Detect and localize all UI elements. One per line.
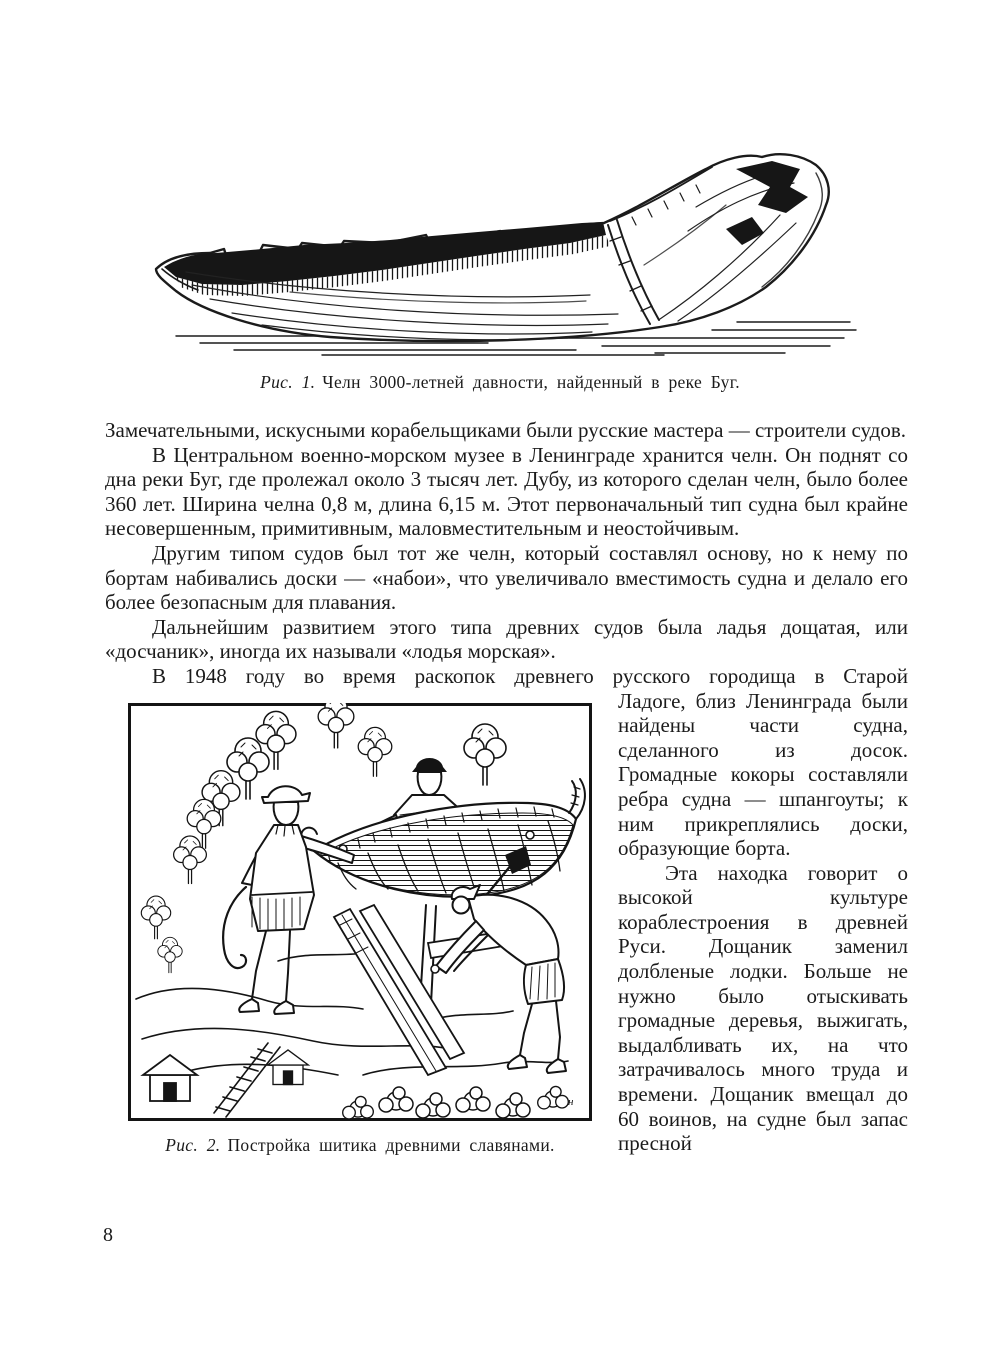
paragraph-5-lead: В 1948 году во время раскопок древнего русского городища в Старой <box>152 663 908 688</box>
figure2 <box>128 703 592 1266</box>
fig2-woodcut-illustration <box>128 703 592 1121</box>
paragraph-6: Эта находка говорит о высокой культуре кораблестроения в древней Руси. Дощаник заменил долбленые лодки. Больше не нужно было отыскивать громадные деревья, выжигать, выдалбливать их, на что затрачивалось много труда и времени. Дощаник вмещал до 60 воинов, на судне был запас пресной <box>618 860 908 1156</box>
fig2-caption-text: Постройка шитика древними славянами. <box>227 1134 555 1155</box>
figure1 <box>140 143 860 393</box>
fig1-caption-text: Челн 3000-летней давности, найденный в реке Буг. <box>322 372 740 392</box>
paragraph-3: Другим типом судов был тот же челн, который составлял основу, но к нему по бортам набивались доски — «набои», что увеличивало вместимость судна и делало его более безопасным для плавания. <box>105 540 908 615</box>
engraver-mark: н <box>568 1095 574 1108</box>
fig1-canoe-illustration <box>140 143 860 358</box>
paragraph-4: Дальнейшим развитием этого типа древних судов была ладья дощатая, или «досчаник», иногда их называли «лодья морская». <box>105 614 908 664</box>
paragraph-1: Замечательными, искусными корабельщиками были русские мастера — строители судов. <box>105 418 907 442</box>
fig2-caption-label: Рис. 2. <box>165 1134 221 1155</box>
fig1-caption <box>140 372 860 393</box>
fig2-caption <box>128 1135 592 1156</box>
body-text <box>105 418 908 1266</box>
fig1-caption-label: Рис. 1. <box>260 372 316 392</box>
paragraph-2: В Центральном военно-морском музее в Ленинграде хранится челн. Он поднят со дна реки Буг, где пролежал около 3 тысяч лет. Дубу, из которого сделан челн, было более 360 лет. Ширина челна 0,8 м, длина 6,15 м. Этот первоначальный тип судна был крайне несовершенным, примитивным, маловместительным и неостойчивым. <box>105 442 908 541</box>
paragraph-5-continued: Ладоге, близ Ленинграда были найдены части судна, сделанного из досок. Громадные кокоры составляли ребра судна — шпангоуты; к ним прикреплялись доски, образующие борта. <box>618 688 908 861</box>
page-number: 8 <box>103 1224 113 1246</box>
